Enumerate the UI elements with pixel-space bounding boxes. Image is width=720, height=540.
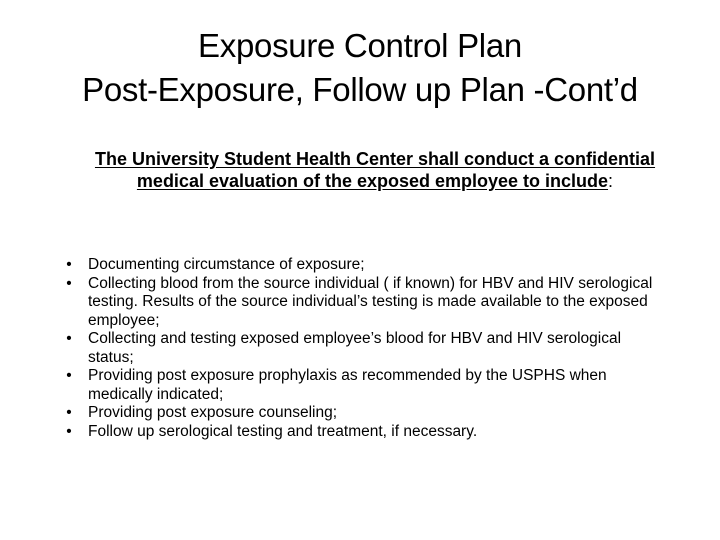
title-line-2: Post-Exposure, Follow up Plan -Cont’d <box>82 71 638 108</box>
list-item-text: Collecting blood from the source individual ( if known) for HBV and HIV serological testing. Results of the source individual’s testing is made available to the exposed employee; <box>88 274 653 329</box>
list-item-text: Documenting circumstance of exposure; <box>88 256 365 273</box>
list-item <box>62 256 662 275</box>
list-item <box>62 367 662 404</box>
bullet-icon: • <box>66 404 72 421</box>
list-item <box>62 423 662 442</box>
list-item-text: Providing post exposure prophylaxis as recommended by the USPHS when medically indicated; <box>88 367 607 403</box>
list-item <box>62 275 662 331</box>
intro-colon: : <box>608 171 614 191</box>
title-line-1: Exposure Control Plan <box>198 27 522 64</box>
bullet-icon: • <box>66 256 72 273</box>
bullet-icon: • <box>66 330 72 347</box>
list-item-text: Follow up serological testing and treatment, if necessary. <box>88 422 478 440</box>
list-item <box>62 330 662 367</box>
bullet-icon: • <box>66 422 72 440</box>
bullet-icon: • <box>66 367 72 384</box>
bullet-list <box>62 256 662 441</box>
list-item-text: Collecting and testing exposed employee’s blood for HBV and HIV serological status; <box>88 330 622 366</box>
intro-paragraph <box>80 148 670 192</box>
bullet-icon: • <box>66 274 72 292</box>
slide-title <box>20 24 700 112</box>
list-item-text: Providing post exposure counseling; <box>88 404 338 421</box>
list-item <box>62 404 662 423</box>
intro-text: The University Student Health Center shall conduct a confidential medical evaluation of the exposed employee to include <box>94 149 656 191</box>
